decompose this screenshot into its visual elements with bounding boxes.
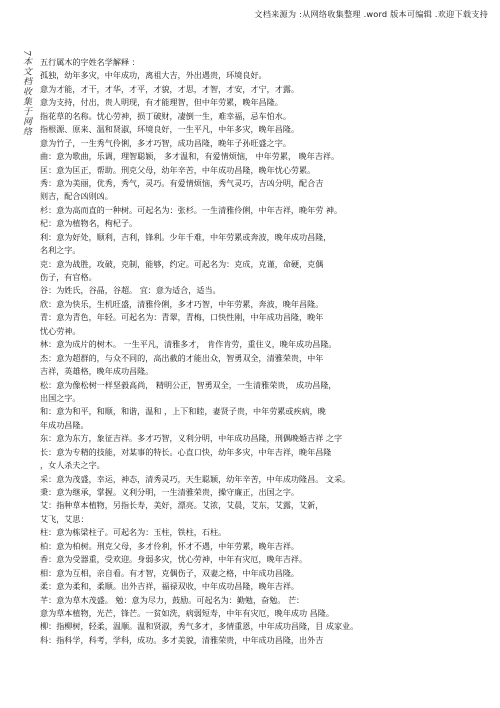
text-line: 芊：意为草木茂盛。 勉：意为尽力，鼓励。可起名为：勤勉，奋勉。 芒：: [40, 594, 305, 605]
text-line: 指花草的名称。忧心劳神，损丁破财，凄倒一生，难幸福，忌车怕水。: [40, 110, 291, 121]
text-line: 秀：意为美丽，优秀，秀气，灵巧。有爱情烦恼，秀气灵巧，吉凶分明，配合吉: [40, 177, 324, 188]
text-line: ，女人杀夫之字。: [40, 460, 105, 471]
text-line: 孤独，幼年多灾，中年成功，离祖大吉，外出遇贵，环境良好。: [40, 70, 267, 81]
text-line: 秉：意为继承，掌握。义利分明，一生清雅荣贵，操守廉正，出国之字。: [40, 487, 300, 497]
text-line: 东：意为东方，象征吉祥。多才巧智，义利分明，中年成功昌隆，刑偶晚婚吉祥 之字: [40, 433, 343, 444]
text-line: 长：意为专精的技能，对某事的特长。心直口快，幼年多灾，中年吉祥，晚年昌隆: [40, 446, 332, 457]
text-line: 欣：意为快乐，生机旺盛，清雅伶俐，多才巧智，中年劳累，奔波，晚年昌隆。: [40, 298, 324, 309]
text-line: 林：意为成片的树木。 一生平凡，清雅多才， 肯作肯劳，重住义，晚年成功昌隆。: [40, 339, 337, 350]
text-line: 艾飞，艾思：: [40, 513, 89, 524]
text-line: 年成功昌隆。: [40, 419, 89, 430]
text-line: 科：指科学，科考，学科，成功。多才美貌，清雅荣贵，中年成功昌隆，出外吉: [40, 634, 324, 645]
text-line: 谷：为姓氏，谷晶，谷超。 宜：意为适合，适当。: [40, 285, 221, 296]
text-line: 名利之字。: [40, 245, 81, 256]
text-line: 曲：意为歌曲，乐调，理智聪颖， 多才温和，有爱情烦恼， 中年劳累， 晚年吉祥。: [40, 151, 340, 162]
text-line: 意为草本植物，光芒，锋芒。一贫如洗，病弱短寿，中年有灾厄，晚年成功 昌隆。: [40, 607, 334, 618]
document-body: [40, 56, 490, 647]
text-line: 出国之字。: [40, 392, 81, 403]
text-line: 伤子，有官格。: [40, 272, 97, 282]
text-line: 和：意为和平，和顺，和谐，温和 ，上下和睦，妻贤子贵，中年劳累或疾病，晚: [40, 406, 326, 417]
text-line: 五行属木的字姓名学解释 ：: [40, 57, 140, 67]
text-line: 柱：意为栋梁柱子。可起名为：玉柱，铁柱，石柱。: [40, 527, 227, 538]
text-line: 松：意为像松树一样坚毅高尚， 精明公正，智勇双全，一生清雅荣贵， 成功昌隆，: [40, 379, 337, 390]
text-line: 则吉，配合凶则凶。: [40, 191, 113, 202]
text-line: 忧心劳神。: [40, 325, 81, 336]
text-line: 香：意为受器重，受欢迎。身弱多灾，忧心劳神，中年有灾厄，晚年吉祥。: [40, 554, 308, 565]
text-line: 采：意为茂盛，幸运，神态，清秀灵巧，天生聪颖，幼年辛苦，中年成功隆昌。 文采。: [40, 473, 351, 484]
text-line: 意为竹子，一生秀气伶俐，多才巧智，成功昌隆，晚年子孙旺盛之字。: [40, 137, 291, 148]
text-line: 匡：意为匡正，帮助。刑克父母，幼年辛苦，中年成功昌隆，晚年忧心劳累。: [40, 164, 316, 175]
text-line: 克：意为战胜，攻破，克制，能够，约定。可起名为：克成，克谨，命硬，克偶: [40, 258, 324, 269]
text-line: 指根源、原来、温和贤淑，环境良好，一生平凡，中年多灾，晚年昌隆。: [40, 124, 300, 135]
text-line: 相：意为互相，亲自看。有才智，克偶伤子，双妻之格，中年成功昌隆。: [40, 567, 300, 578]
text-line: 杉：意为高而直的一种树。可起名为：张杉。一生清雅伶俐，中年吉祥，晚年劳 神。: [40, 204, 343, 215]
text-line: 意为才能，才干，才华，才平，才貌，才思，才智，才安，才宁，才露。: [40, 83, 300, 94]
margin-side-text: 7本文档收集于网络: [21, 50, 31, 137]
text-line: 艾：指种草本植物，另指长寿，美好，漂亮。艾浓，艾晨，艾东，艾露，艾新，: [40, 500, 324, 511]
text-line: 柳：指柳树，轻柔，温顺。温和贤淑，秀气多才，多情重恩，中年成功昌隆，目 成家业。: [40, 621, 359, 632]
text-line: 吉祥，英雄格，晚年成功昌隆。: [40, 366, 154, 377]
text-line: 意为支持，付出，贵人明现，有才能理智，但中年劳累，晚年昌隆。: [40, 97, 283, 108]
text-line: 柔：意为柔和，柔顺。出外吉祥，福禄双收，中年成功昌隆，晚年吉祥。: [40, 581, 300, 592]
text-line: 杰：意为超群的，与众不同的，高出截的才能出众，智勇双全，清雅荣贵，中年: [40, 352, 324, 363]
text-line: 利：意为好处，顺利，吉利，锋利。少年千难，中年劳累或奔波，晚年成功昌隆，: [40, 231, 332, 242]
text-line: 杞：意为植物名，枸杞子。: [40, 218, 138, 229]
text-line: 青：意为青色，年轻。可起名为：青翠，青梅，口快性刚，中年成功昌隆，晚年: [40, 312, 324, 323]
text-line: 柏：意为柏树。刑克父母，多才伶利，怀才不遇，中年劳累，晚年吉祥。: [40, 540, 300, 551]
document-source-header: 文档来源为 :从网络收集整理 .word 版本可编辑 .欢迎下载支持: [254, 9, 488, 19]
